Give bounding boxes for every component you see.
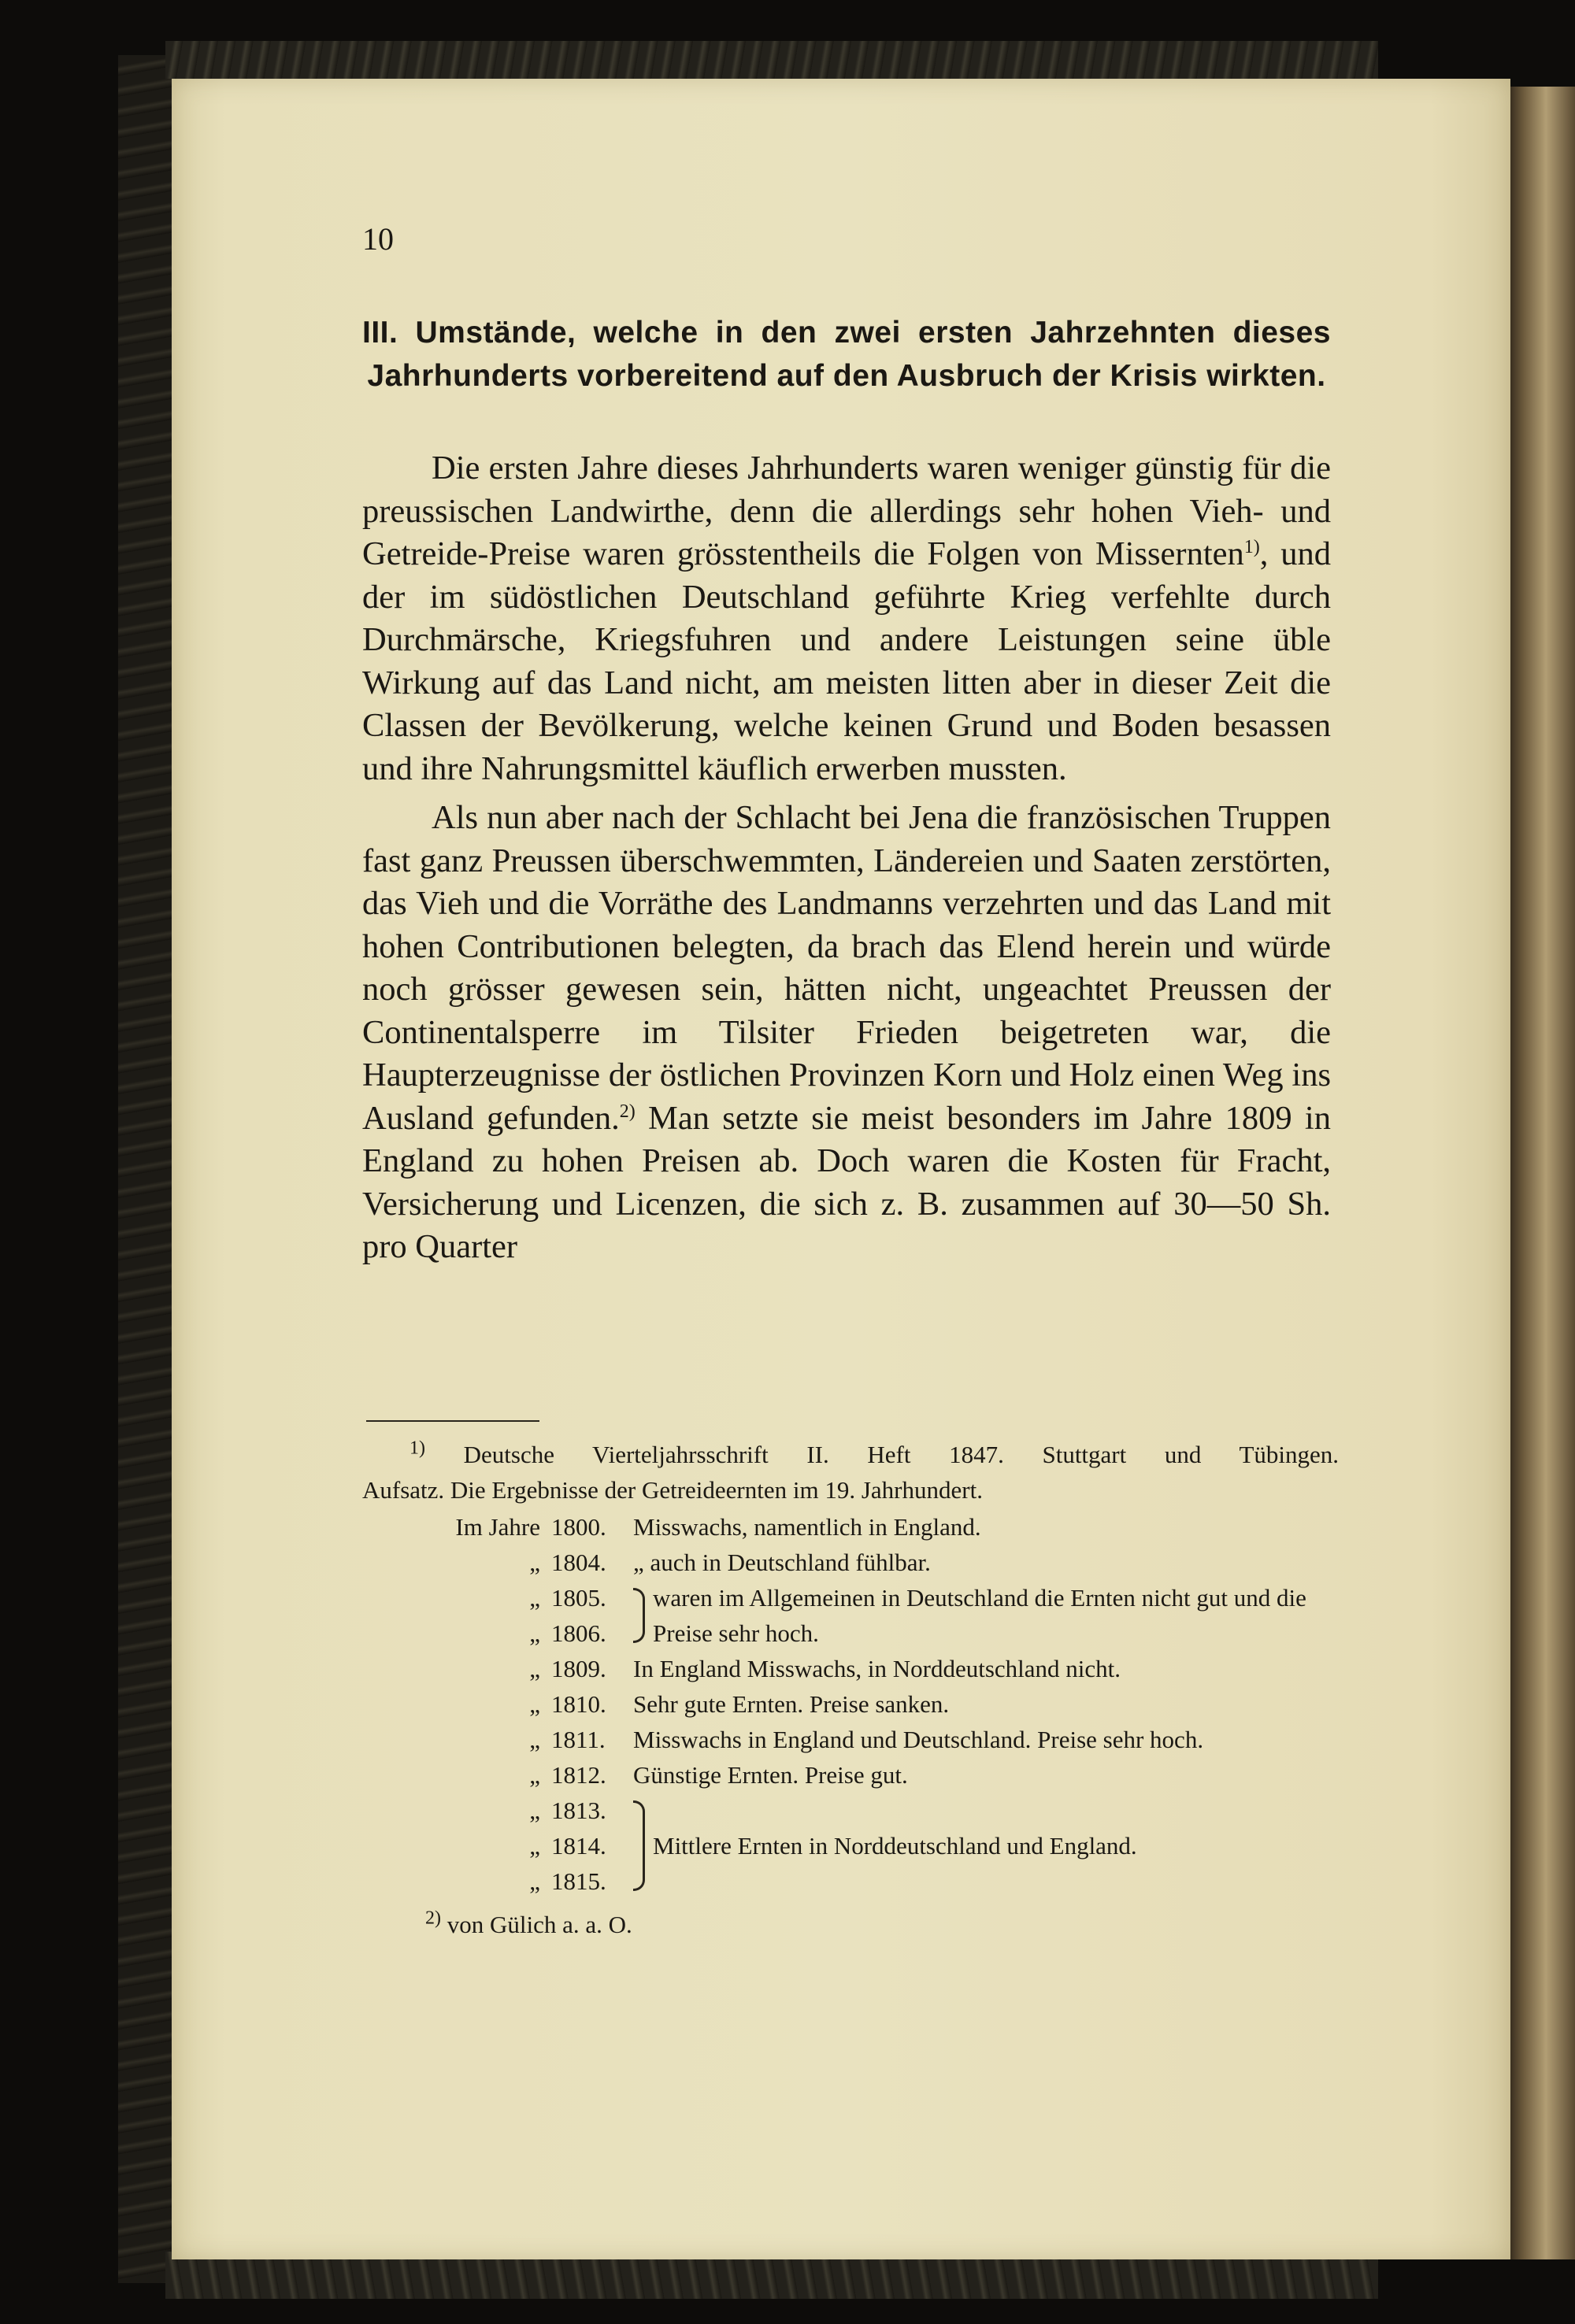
paragraph-2-text-a: Als nun aber nach der Schlacht bei Jena die französischen Truppen fast ganz Preussen überschwemmten, Ländereien und Saaten zerstörten, das Vieh und die Vorräthe des Landmanns verzehrten und das Land mit hohen Contributionen belegten, da brach das Elend herein und würde noch grösser gewesen sein, hätten nicht, ungeachtet Preussen der Continentalsperre im Tilsiter Frieden beigetreten war, die Haupterzeugnisse der östlichen Provinzen Korn und Holz einen Weg ins Ausland gefunden. <box>362 799 1331 1137</box>
brace-icon <box>633 1588 645 1643</box>
year-value: 1804. <box>551 1549 606 1576</box>
ditto-mark: „ <box>529 1867 540 1895</box>
body-text <box>362 447 1331 1269</box>
ditto-mark: „ <box>529 1655 540 1682</box>
paragraph-1-text-a: Die ersten Jahre dieses Jahrhunderts waren weniger günstig für die preussischen Landwirthe, denn die allerdings sehr hohen Vieh- und Getreide-Preise waren grösstentheils die Folgen von Missernten <box>362 450 1331 572</box>
ditto-mark: „ <box>529 1549 540 1576</box>
year-description: In England Misswachs, in Norddeutschland nicht. <box>633 1655 1121 1682</box>
footnotes <box>362 1437 1339 1942</box>
year-row <box>362 1863 633 1899</box>
year-value: 1812. <box>551 1761 606 1789</box>
year-value: 1810. <box>551 1690 606 1718</box>
year-description: Misswachs, namentlich in England. <box>633 1513 981 1541</box>
year-value: 1815. <box>551 1867 606 1895</box>
footnote-2-text: von Gülich a. a. O. <box>447 1911 632 1938</box>
year-value: 1805. <box>551 1584 606 1612</box>
footnote-1-label: 1) <box>410 1438 425 1459</box>
year-value: 1806. <box>551 1619 606 1647</box>
year-description: Sehr gute Ernten. Preise sanken. <box>633 1690 950 1718</box>
paragraph-2-text-b: Man setzte sie meist besonders im Jahre 1809 in England zu hohen Preisen ab. Doch waren die Kosten für Fracht, Versicherung und Licenzen, die sich z. B. zusammen auf 30—50 Sh. pro Quarter <box>362 1099 1331 1265</box>
year-row <box>362 1686 1339 1722</box>
year-value: 1813. <box>551 1797 606 1824</box>
year-row <box>362 1651 1339 1686</box>
year-value: 1809. <box>551 1655 606 1682</box>
year-row <box>362 1580 633 1615</box>
year-group-1805-1806 <box>362 1580 1339 1651</box>
footnote-ref-1: 1) <box>1243 536 1260 557</box>
paragraph-2 <box>362 797 1331 1269</box>
ditto-mark: „ <box>529 1619 540 1647</box>
year-row <box>362 1722 1339 1757</box>
brace-icon <box>633 1800 645 1891</box>
footnote-1-line-1-text: Deutsche Vierteljahrsschrift II. Heft 1847. Stuttgart und Tübingen. <box>463 1441 1339 1468</box>
year-row <box>362 1545 1339 1580</box>
footnote-1-line-1 <box>362 1437 1339 1472</box>
footnote-1-line-2: Aufsatz. Die Ergebnisse der Getreideernten im 19. Jahrhundert. <box>362 1476 983 1504</box>
ditto-mark: „ <box>529 1797 540 1824</box>
year-prefix: Im Jahre <box>455 1513 540 1541</box>
year-description: Misswachs in England und Deutschland. Preise sehr hoch. <box>633 1726 1204 1753</box>
book-binding-top <box>165 41 1378 79</box>
footnote-2 <box>362 1907 1339 1942</box>
year-group-description: Mittlere Ernten in Norddeutschland und England. <box>653 1832 1137 1860</box>
ditto-mark: „ <box>529 1726 540 1753</box>
paragraph-1-text-b: , und der im südöstlichen Deutschland geführte Krieg verfehlte durch Durchmärsche, Kriegsfuhren und andere Leistungen seine üble Wirkung auf das Land nicht, am meisten litten aber in dieser Zeit die Classen der Bevölkerung, welche keinen Grund und Boden besassen und ihre Nahrungsmittel käuflich erwerben mussten. <box>362 535 1332 787</box>
footnote-ref-2: 2) <box>619 1101 636 1122</box>
year-value: 1814. <box>551 1832 606 1860</box>
year-description: „ auch in Deutschland fühlbar. <box>633 1549 931 1576</box>
year-value: 1811. <box>551 1726 606 1753</box>
year-value: 1800. <box>551 1513 606 1541</box>
ditto-mark: „ <box>529 1832 540 1860</box>
page-number: 10 <box>362 221 394 257</box>
ditto-mark: „ <box>529 1690 540 1718</box>
year-row <box>362 1828 633 1863</box>
year-description: Günstige Ernten. Preise gut. <box>633 1761 908 1789</box>
year-group-description: waren im Allgemeinen in Deutschland die Ernten nicht gut und die Preise sehr hoch. <box>653 1584 1306 1647</box>
ditto-mark: „ <box>529 1761 540 1789</box>
ditto-mark: „ <box>529 1584 540 1612</box>
next-page-edge <box>1510 87 1575 2259</box>
year-row <box>362 1793 633 1828</box>
footnote-separator <box>366 1420 539 1422</box>
year-group-1813-1815 <box>362 1793 1339 1899</box>
paragraph-1 <box>362 447 1331 790</box>
year-row <box>362 1509 1339 1545</box>
section-heading: III. Umstände, welche in den zwei ersten Jahrzehnten dieses Jahrhunderts vorbereitend auf den Ausbruch der Krisis wirkten. <box>362 316 1331 393</box>
harvest-year-list <box>362 1509 1339 1899</box>
year-row <box>362 1615 633 1651</box>
year-row <box>362 1757 1339 1793</box>
footnote-2-label: 2) <box>425 1908 441 1929</box>
